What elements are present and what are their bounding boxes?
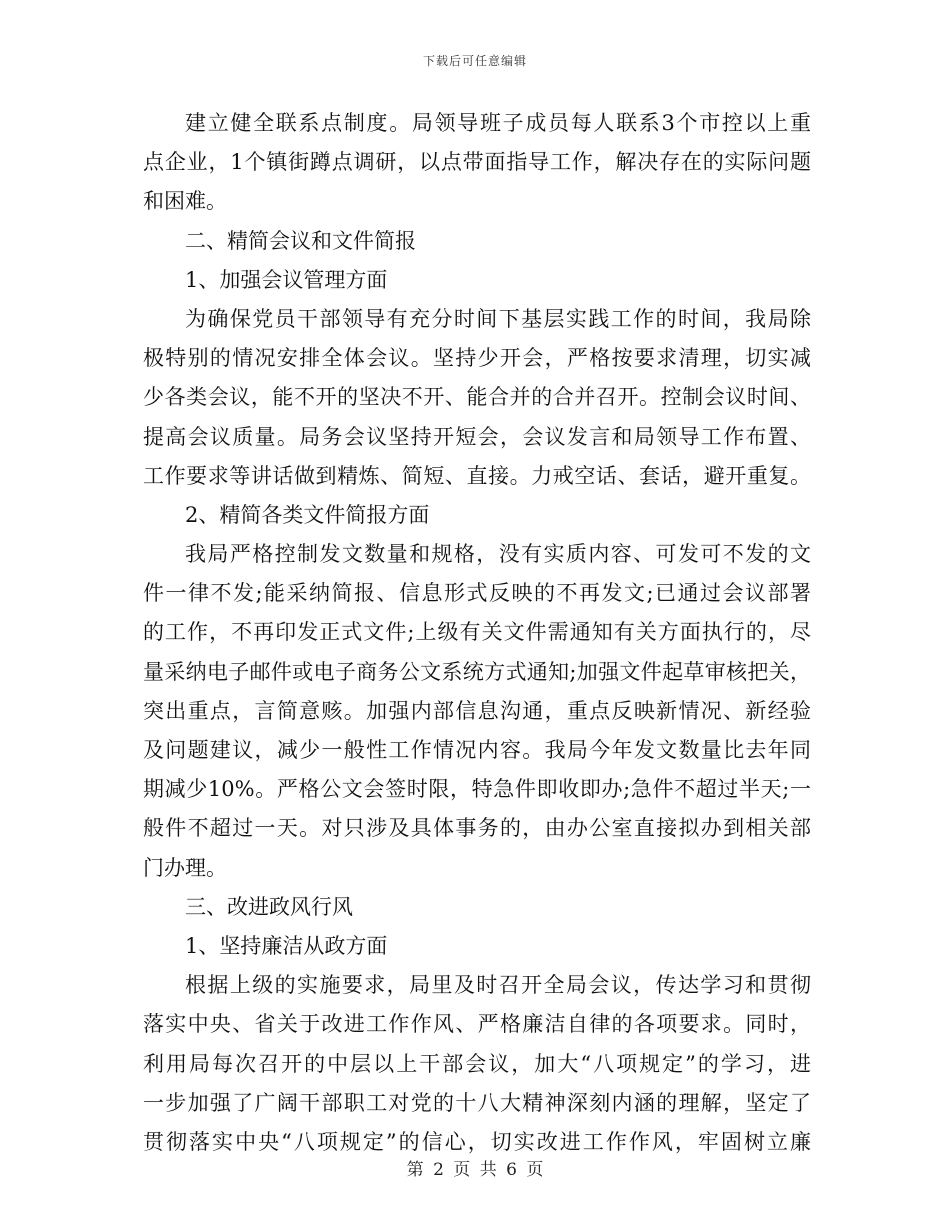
text-line: 少各类会议，能不开的坚决不开、能合并的合并召开。控制会议时间、: [143, 385, 811, 410]
text-line: 和困难。: [143, 189, 227, 214]
paragraph: [143, 104, 811, 222]
page-footer: 第 2 页 共 6 页: [406, 1160, 544, 1180]
text-line: 我局严格控制发文数量和规格，没有实质内容、可发可不发的文: [185, 542, 811, 567]
page-header: 下载后可任意编辑: [422, 54, 527, 68]
text-line: 贯彻落实中央“八项规定”的信心，切实改进工作作风，牢固树立廉: [143, 1129, 811, 1154]
text-line: 点企业，1个镇街蹲点调研，以点带面指导工作，解决存在的实际问题: [143, 150, 811, 175]
text-line: 量采纳电子邮件或电子商务公文系统方式通知;加强文件起草审核把关，: [143, 659, 811, 684]
text-line: 般件不超过一天。对只涉及具体事务的，由办公室直接拟办到相关部: [143, 816, 811, 841]
text-line: 门办理。: [143, 855, 227, 880]
subsection-heading: 2、精简各类文件简报方面: [185, 502, 430, 527]
text-line: 突出重点，言简意赅。加强内部信息沟通，重点反映新情况、新经验: [143, 698, 811, 723]
section-heading: 三、改进政风行风: [185, 894, 353, 919]
paragraph: [143, 300, 811, 496]
text-line: 根据上级的实施要求，局里及时召开全局会议，传达学习和贯彻: [185, 973, 811, 998]
subsection-heading: 1、坚持廉洁从政方面: [185, 933, 388, 958]
text-line: 极特别的情况安排全体会议。坚持少开会，严格按要求清理，切实减: [143, 346, 811, 371]
text-line: 工作要求等讲话做到精炼、简短、直接。力戒空话、套话，避开重复。: [143, 463, 811, 488]
text-line: 期减少10%。严格公文会签时限，特急件即收即办;急件不超过半天;一: [143, 777, 811, 802]
document-body: [143, 104, 811, 1162]
text-line: 落实中央、省关于改进工作作风、严格廉洁自律的各项要求。同时，: [143, 1012, 811, 1037]
subsection-heading: 1、加强会议管理方面: [185, 267, 388, 292]
text-line: 一步加强了广阔干部职工对党的十八大精神深刻内涵的理解，坚定了: [143, 1090, 811, 1115]
text-line: 为确保党员干部领导有充分时间下基层实践工作的时间，我局除: [185, 306, 811, 331]
paragraph: [143, 535, 811, 888]
paragraph: [143, 966, 811, 1162]
text-line: 建立健全联系点制度。局领导班子成员每人联系3个市控以上重: [185, 111, 811, 135]
text-line: 利用局每次召开的中层以上干部会议，加大“八项规定”的学习，进: [143, 1051, 811, 1076]
text-line: 件一律不发;能采纳简报、信息形式反映的不再发文;已通过会议部署: [143, 581, 811, 606]
text-line: 及问题建议，减少一般性工作情况内容。我局今年发文数量比去年同: [143, 738, 811, 762]
text-line: 的工作，不再印发正式文件;上级有关文件需通知有关方面执行的，尽: [143, 620, 811, 645]
section-heading: 二、精简会议和文件简报: [185, 228, 416, 253]
text-line: 提高会议质量。局务会议坚持开短会，会议发言和局领导工作布置、: [143, 424, 811, 449]
